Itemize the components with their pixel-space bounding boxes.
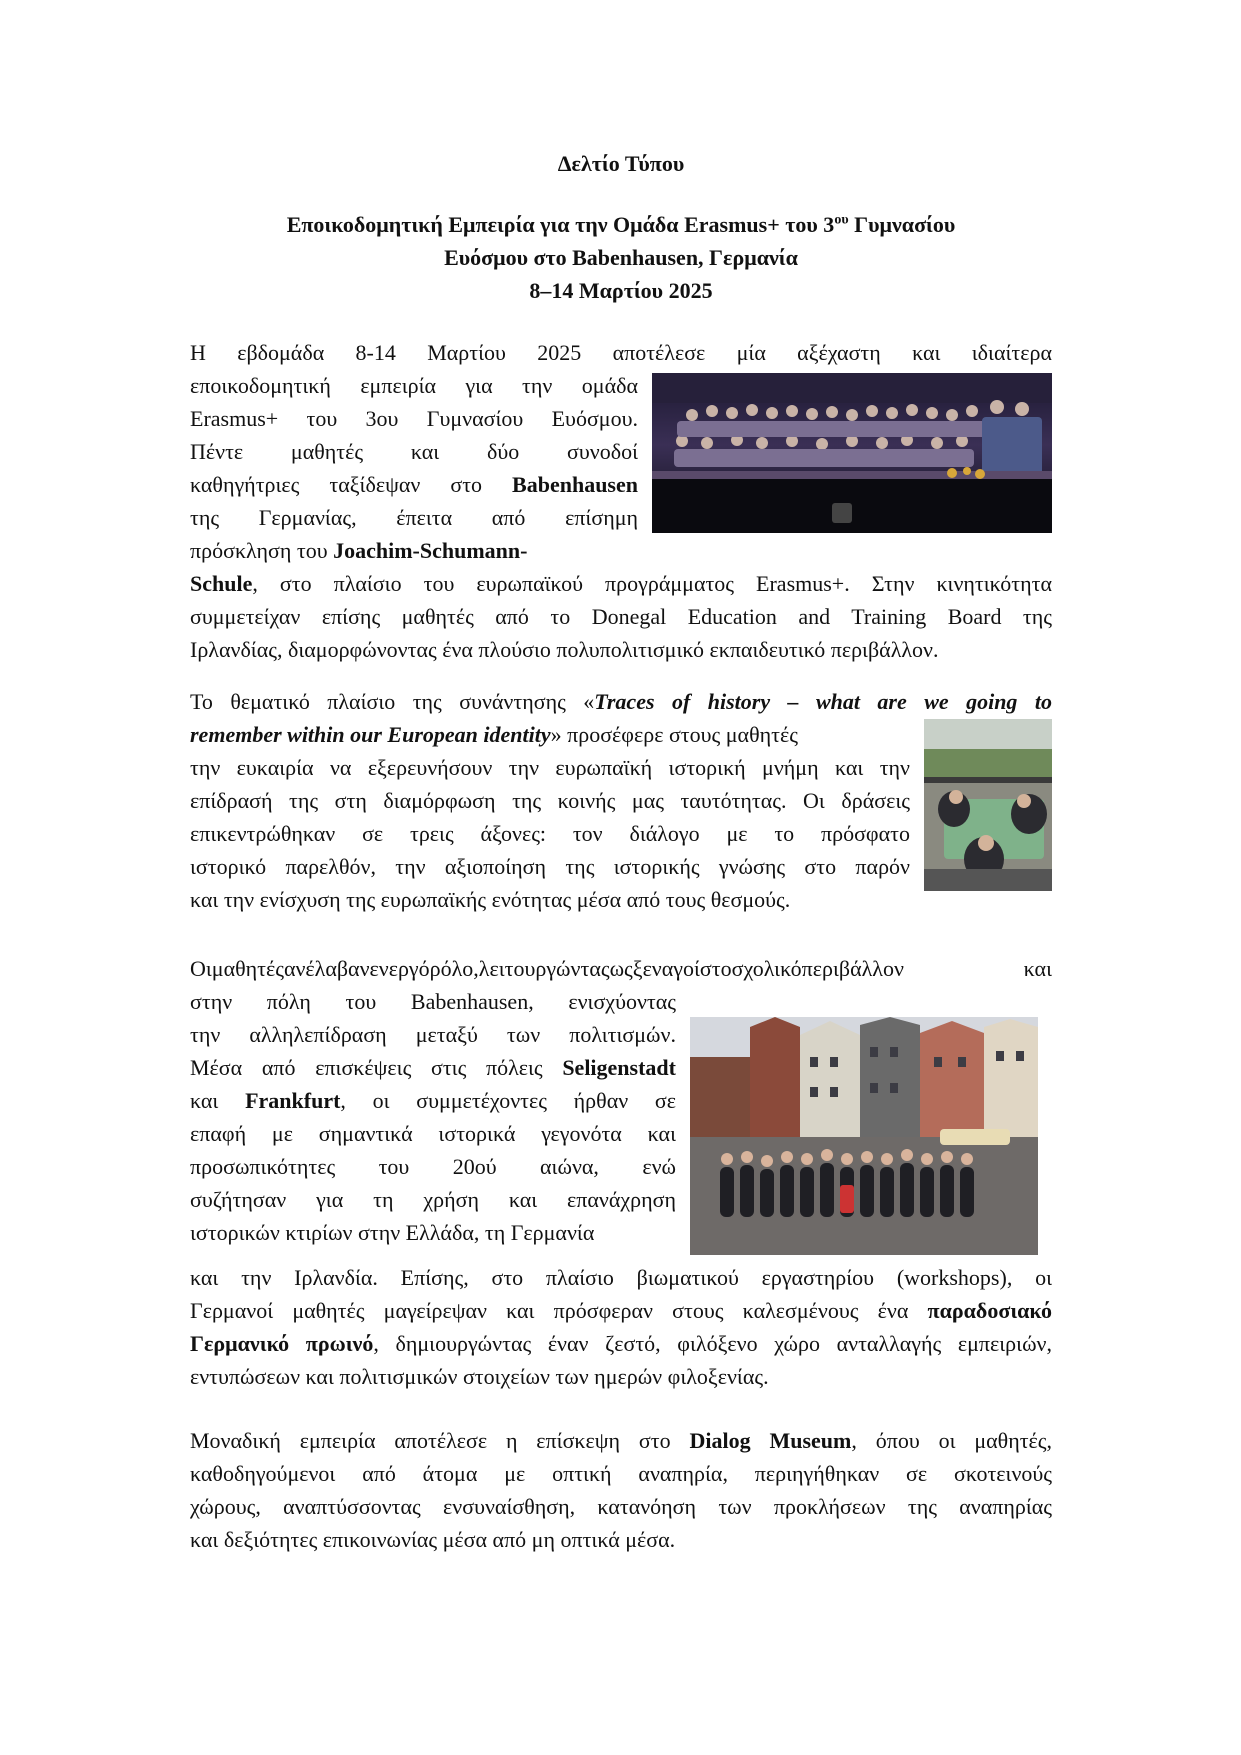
group-photo-stage	[652, 373, 1052, 533]
stage-photo-image	[652, 373, 1052, 533]
theme-title-part1: Traces of history – what are we going to	[594, 689, 1052, 714]
theme-title-part2: remember within our European identity	[190, 722, 551, 747]
city-babenhausen: Babenhausen	[512, 472, 638, 497]
paragraph-activities: Οιμαθητέςανέλαβανενεργόρόλο,λειτουργώνταςωςξεναγοίστοσχολικόπεριβάλλον και στην πόλη του Babenhausen, ενισχύοντας την αλληλεπίδραση μεταξύ των πολιτισμών. Μέσα από επισκέψεις στις πόλεις Seligenstadt και Frankfurt, οι συμμετέχοντες ήρθαν σε επαφή με σημαντικά ιστορικά γεγονότα και προσωπικότητες του 20ού αιώνα, ενώ συζήτησαν για τη χρήση και επανάχρηση ιστορικών κτιρίων στην Ελλάδα, τη Γερμανία και την Ιρλανδία. Επίσης, στο πλαίσιο βιωματικού εργαστηρίου (workshops), οι Γερμανοί μαθητές μαγείρεψαν και πρόσφεραν στους καλεσμένους ένα παραδοσιακό Γερμανικό πρωινό, δημιουργώντας έναν ζεστό, φιλόξενο χώρο ανταλλαγής εμπειριών, εντυπώσεων και πολιτισμικών στοιχείων των ημερών φιλοξενίας.	[190, 956, 1053, 1389]
traditional-breakfast-2: Γερμανικό πρωινό	[190, 1331, 374, 1356]
city-frankfurt: Frankfurt	[245, 1088, 341, 1113]
heading-line-1: Εποικοδομητική Εμπειρία για την Ομάδα Erasmus+ του $3^{o\upsilon}$ Γυμνασίου	[286, 212, 956, 237]
dialog-museum: Dialog Museum	[689, 1428, 852, 1453]
frankfurt-group-photo	[690, 1017, 1038, 1255]
heading-line-2: Ευόσμου στο Babenhausen, Γερμανία	[444, 245, 798, 270]
workshop-photo-image	[924, 719, 1052, 891]
document-heading	[190, 208, 1052, 307]
paragraph-intro: Η εβδομάδα 8-14 Μαρτίου 2025 αποτέλεσε μία αξέχαστη και ιδιαίτερα εποικοδομητική εμπειρία για την ομάδα Erasmus+ του 3ου Γυμνασίου Ευόσμου. Πέντε μαθητές και δύο συνοδοί καθηγήτριες ταξίδεψαν στο Babenhausen της Γερμανίας, έπειτα από επίσημη πρόσκληση του Joachim-Schumann- Schule, στο πλαίσιο του ευρωπαϊκού προγράμματος Erasmus+. Στην κινητικότητα συμμετείχαν επίσης μαθητές από το Donegal Education and Training Board της Ιρλανδίας, διαμορφώνοντας ένα πλούσιο πολυπολιτισμικό εκπαιδευτικό περιβάλλον.	[190, 340, 1052, 662]
school-name: Joachim-Schumann-	[333, 538, 528, 563]
paragraph-dialog-museum: Μοναδική εμπειρία αποτέλεσε η επίσκεψη στο Dialog Museum, όπου οι μαθητές, καθοδηγούμενοι από άτομα με οπτική αναπηρία, περιηγήθηκαν σε σκοτεινούς χώρους, αναπτύσσοντας ενσυναίσθηση, κατανόηση των προκλήσεων της αναπηρίας και δεξιότητες επικοινωνίας μέσα από μη οπτικά μέσα.	[190, 1428, 1053, 1552]
document-title-text: Δελτίο Τύπου	[557, 151, 685, 176]
ordinal-superscript: ου	[834, 212, 849, 228]
paragraph-theme: Το θεματικό πλαίσιο της συνάντησης «Traces of history – what are we going to remember within our European identity» προσέφερε στους μαθητές την ευκαιρία να εξερευνήσουν την ευρωπαϊκή ιστορική μνήμη και την επίδρασή της στη διαμόρφωση της κοινής μας ταυτότητας. Οι δράσεις επικεντρώθηκαν σε τρεις άξονες: τον διάλογο με το πρόσφατο ιστορικό παρελθόν, την αξιοποίηση της ιστορικής γνώσης στο παρόν και την ενίσχυση της ευρωπαϊκής ενότητας μέσα από τους θεσμούς.	[190, 689, 1052, 912]
document-title	[190, 150, 1052, 178]
heading-line-3: 8–14 Μαρτίου 2025	[529, 278, 713, 303]
traditional-breakfast-1: παραδοσιακό	[927, 1298, 1052, 1323]
workshop-photo	[924, 719, 1052, 891]
city-seligenstadt: Seligenstadt	[562, 1055, 676, 1080]
frankfurt-photo-image	[690, 1017, 1038, 1255]
